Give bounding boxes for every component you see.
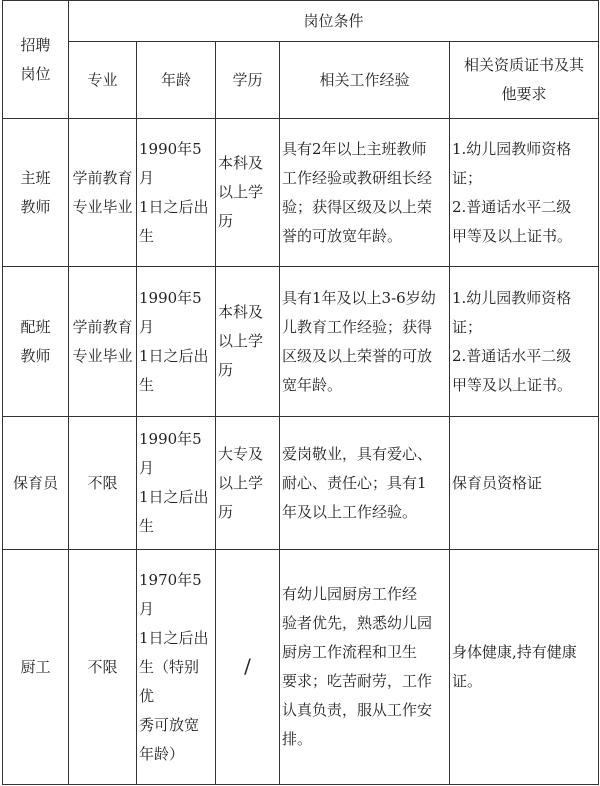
cell-certificates	[450, 417, 599, 550]
major-text: 学前教育 专业毕业	[72, 168, 133, 216]
cell-major	[69, 267, 137, 417]
cell-position	[3, 550, 69, 785]
cell-experience	[280, 417, 450, 550]
certificates-text: 1.幼儿园教师资格 证； 2.普通话水平二级 甲等及以上证书。	[452, 139, 573, 245]
education-text: 本科及 以上学 历	[218, 303, 264, 379]
major-text: 不限	[87, 657, 118, 676]
cell-certificates	[450, 550, 599, 785]
major-text: 学前教育 专业毕业	[72, 317, 133, 365]
cell-age	[137, 267, 216, 417]
table-row	[3, 417, 599, 550]
cell-experience	[280, 119, 450, 267]
education-text: /	[244, 653, 251, 678]
age-text: 1990年5月 1日之后出 生	[139, 139, 209, 245]
header-education: 学历	[232, 70, 263, 89]
cell-certificates	[450, 119, 599, 267]
position-label: 配班 教师	[20, 317, 51, 365]
cell-education	[216, 267, 280, 417]
header-major-cell	[69, 42, 137, 119]
cell-experience	[280, 267, 450, 417]
cell-certificates	[450, 267, 599, 417]
header-age: 年龄	[160, 70, 191, 89]
header-certificates: 相关资质证书及其 他要求	[464, 56, 585, 103]
education-text: 大专及 以上学 历	[218, 444, 264, 521]
header-position: 招聘 岗位	[20, 35, 51, 83]
table-row	[3, 119, 599, 267]
header-row-sub	[3, 42, 599, 119]
experience-text: 具有2年以上主班教师 工作经验或教研组长经 验；获得区级及以上荣 誉的可放宽年龄。	[282, 139, 433, 245]
cell-major	[69, 119, 137, 267]
cell-age	[137, 550, 216, 785]
major-text: 不限	[87, 473, 118, 492]
certificates-text: 保育员资格证	[452, 473, 543, 492]
header-conditions-cell	[69, 1, 599, 42]
cell-position	[3, 267, 69, 417]
header-major: 专业	[87, 70, 118, 89]
cell-experience	[280, 550, 450, 785]
cell-age	[137, 417, 216, 550]
header-experience-cell	[280, 42, 450, 119]
table-row	[3, 550, 599, 785]
header-position-cell	[3, 1, 69, 119]
certificates-text: 身体健康,持有健康 证。	[452, 643, 577, 690]
age-text: 1970年5月 1日之后出 生（特别优 秀可放宽 年龄）	[139, 570, 209, 763]
cell-education	[216, 119, 280, 267]
position-label: 厨工	[20, 657, 51, 676]
header-education-cell	[216, 42, 280, 119]
header-certificates-cell	[450, 42, 599, 119]
age-text: 1990年5月 1日之后出 生	[139, 288, 209, 394]
header-experience: 相关工作经验	[319, 70, 410, 89]
header-conditions: 岗位条件	[303, 11, 364, 30]
age-text: 1990年5月 1日之后出 生	[139, 430, 209, 535]
cell-major	[69, 417, 137, 550]
position-label: 保育员	[12, 473, 58, 492]
header-row-top	[3, 1, 599, 42]
cell-education	[216, 417, 280, 550]
recruitment-table	[2, 0, 599, 785]
cell-education	[216, 550, 280, 785]
cell-major	[69, 550, 137, 785]
education-text: 本科及 以上学 历	[218, 154, 264, 230]
cell-position	[3, 417, 69, 550]
certificates-text: 1.幼儿园教师资格 证； 2.普通话水平二级 甲等及以上证书。	[452, 288, 573, 394]
experience-text: 具有1年及以上3-6岁幼 儿教育工作经验；获得 区级及以上荣誉的可放 宽年龄。	[282, 288, 436, 394]
position-label: 主班 教师	[20, 168, 51, 216]
experience-text: 爱岗敬业，具有爱心、 耐心、责任心；具有1 年及以上工作经验。	[282, 444, 433, 521]
cell-age	[137, 119, 216, 267]
header-age-cell	[137, 42, 216, 119]
experience-text: 有幼儿园厨房工作经 验者优先，熟悉幼儿园 厨房工作流程和卫生 要求；吃苦耐劳，工作 认真负责，服从工作安 排。	[282, 585, 433, 748]
cell-position	[3, 119, 69, 267]
table-row	[3, 267, 599, 417]
